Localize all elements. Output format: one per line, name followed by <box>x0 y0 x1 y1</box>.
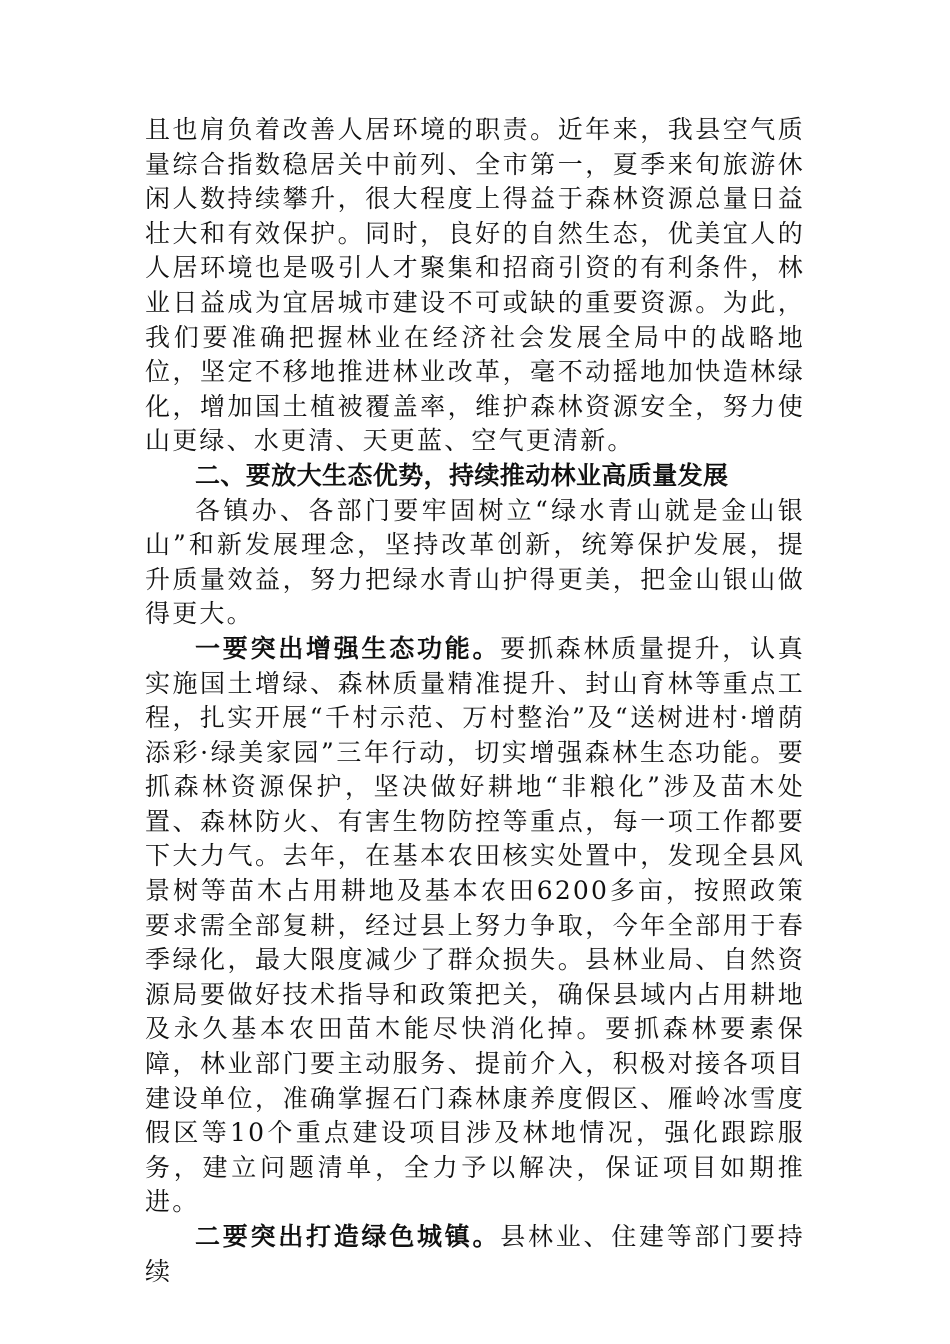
point-paragraph-2 <box>145 1220 805 1289</box>
point-lead-1: 一要突出增强生态功能。 <box>195 633 501 663</box>
document-page <box>145 113 805 1289</box>
point-lead-2: 二要突出打造绿色城镇。 <box>195 1222 501 1251</box>
point-paragraph-1 <box>145 632 805 1220</box>
body-paragraph-continuation: 且也肩负着改善人居环境的职责。近年来，我县空气质量综合指数稳居关中前列、全市第一，夏季来旬旅游休闲人数持续攀升，很大程度上得益于森林资源总量日益壮大和有效保护。同时，良好的自然生态，优美宜人的人居环境也是吸引人才聚集和招商引资的有利条件，林业日益成为宜居城市建设不可或缺的重要资源。为此，我们要准确把握林业在经济社会发展全局中的战略地位，坚定不移地推进林业改革，毫不动摇地加快造林绿化，增加国土植被覆盖率，维护森林资源安全，努力使山更绿、水更清、天更蓝、空气更清新。 <box>145 115 805 456</box>
body-paragraph: 各镇办、各部门要牢固树立“绿水青山就是金山银山”和新发展理念，坚持改革创新，统筹保护发展，提升质量效益，努力把绿水青山护得更美，把金山银山做得更大。 <box>145 495 805 629</box>
point-text-2: 县林业、住建等部门要持续 <box>145 1222 806 1286</box>
section-heading: 二、要放大生态优势，持续推动林业高质量发展 <box>195 460 729 490</box>
point-text-1: 要抓森林质量提升，认真实施国土增绿、森林质量精准提升、封山育林等重点工程，扎实开展“千村示范、万村整治”及“送树进村·增荫添彩·绿美家园”三年行动，切实增强森林生态功能。要抓森林资源保护，坚决做好耕地“非粮化”涉及苗木处置、森林防火、有害生物防控等重点，每一项工作都要下大力气。去年，在基本农田核实处置中，发现全县风景树等苗木占用耕地及基本农田6200多亩，按照政策要求需全部复耕，经过县上努力争取，今年全部用于春季绿化，最大限度减少了群众损失。县林业局、自然资源局要做好技术指导和政策把关，确保县域内占用耕地及永久基本农田苗木能尽快消化掉。要抓森林要素保障，林业部门要主动服务、提前介入，积极对接各项目建设单位，准确掌握石门森林康养度假区、雁岭冰雪度假区等10个重点建设项目涉及林地情况，强化跟踪服务，建立问题清单，全力予以解决，保证项目如期推进。 <box>145 633 806 1217</box>
